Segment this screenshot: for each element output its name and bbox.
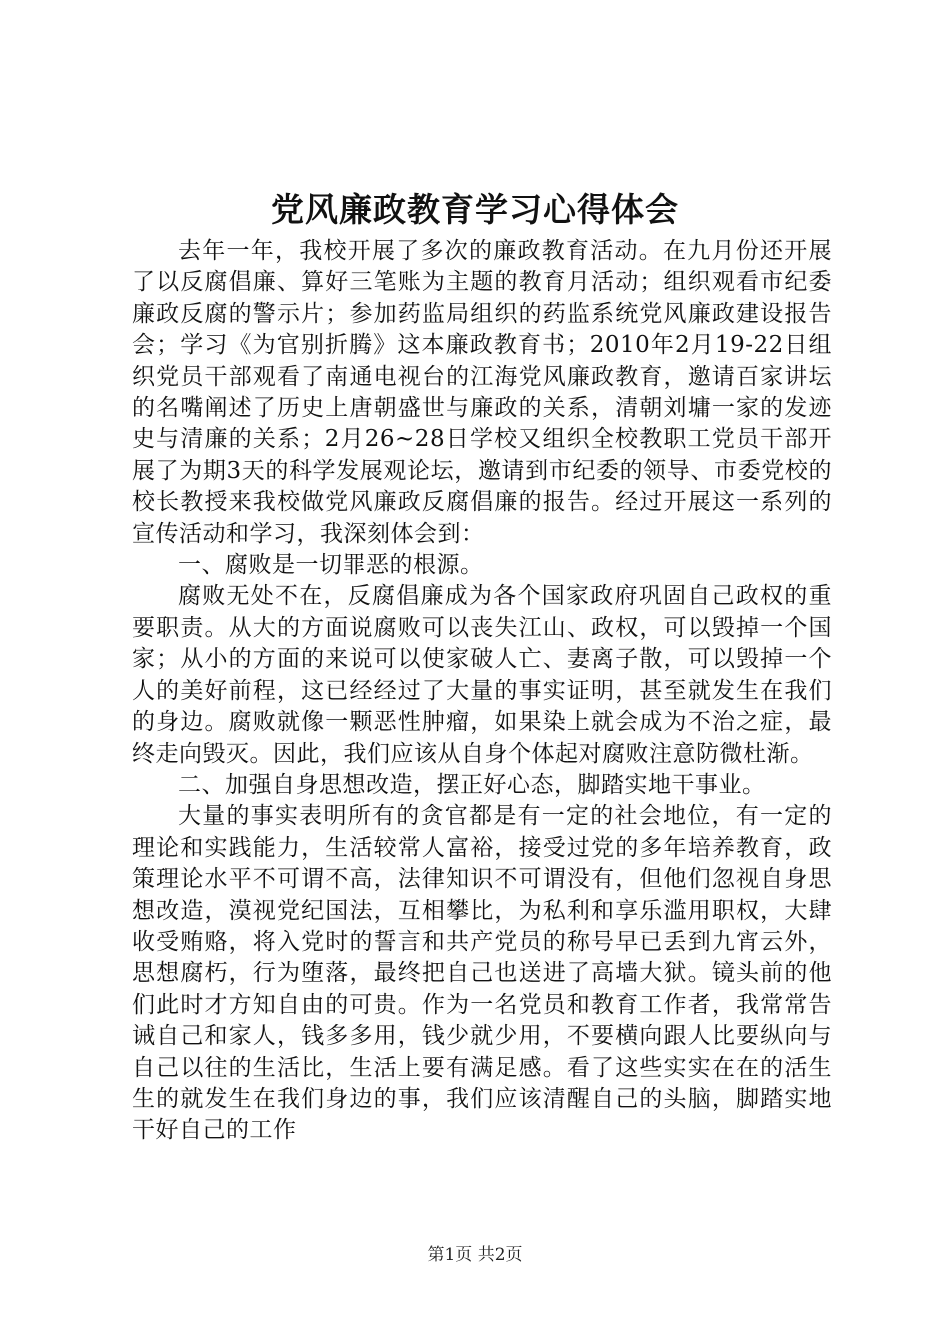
heading-section-2: 二、加强自身思想改造，摆正好心态，脚踏实地干事业。 <box>178 771 766 798</box>
page-number-footer: 第1页 共2页 <box>427 1245 523 1265</box>
document-title: 党风廉政教育学习心得体会 <box>271 190 679 229</box>
paragraph-section-2: 大量的事实表明所有的贪官都是有一定的社会地位，有一定的理论和实践能力，生活较常人富裕，接受过党的多年培养教育，政策理论水平不可谓不高，法律知识不可谓没有，但他们忽视自身思想改造，漠视党纪国法，互相攀比，为私利和享乐滥用职权，大肆收受贿赂，将入党时的誓言和共产党员的称号早已丢到九宵云外，思想腐朽，行为堕落，最终把自己也送进了高墙大狱。镜头前的他们此时才方知自由的可贵。作为一名党员和教育工作者，我常常告诫自己和家人，钱多多用，钱少就少用，不要横向跟人比要纵向与自己以往的生活比，生活上要有满足感。看了这些实实在在的活生生的就发生在我们身边的事，我们应该清醒自己的头脑，脚踏实地干好自己的工作 <box>132 803 832 1144</box>
heading-section-1: 一、腐败是一切罪恶的根源。 <box>178 552 484 579</box>
document-body <box>132 236 832 1147</box>
paragraph-intro: 去年一年，我校开展了多次的廉政教育活动。在九月份还开展了以反腐倡廉、算好三笔账为主题的教育月活动；组织观看市纪委廉政反腐的警示片；参加药监局组织的药监系统党风廉政建设报告会；学习《为官别折腾》这本廉政教育书；2010年2月19-22日组织党员干部观看了南通电视台的江海党风廉政教育，邀请百家讲坛的名嘴阐述了历史上唐朝盛世与廉政的关系，清朝刘墉一家的发迹史与清廉的关系；2月26~28日学校又组织全校教职工党员干部开展了为期3天的科学发展观论坛，邀请到市纪委的领导、市委党校的校长教授来我校做党风廉政反腐倡廉的报告。经过开展这一系列的宣传活动和学习，我深刻体会到： <box>132 238 832 547</box>
paragraph-section-1: 腐败无处不在，反腐倡廉成为各个国家政府巩固自己政权的重要职责。从大的方面说腐败可以丧失江山、政权，可以毁掉一个国家；从小的方面的来说可以使家破人亡、妻离子散，可以毁掉一个人的美好前程，这已经经过了大量的事实证明，甚至就发生在我们的身边。腐败就像一颗恶性肿瘤，如果染上就会成为不治之症，最终走向毁灭。因此，我们应该从自身个体起对腐败注意防微杜渐。 <box>132 583 832 767</box>
